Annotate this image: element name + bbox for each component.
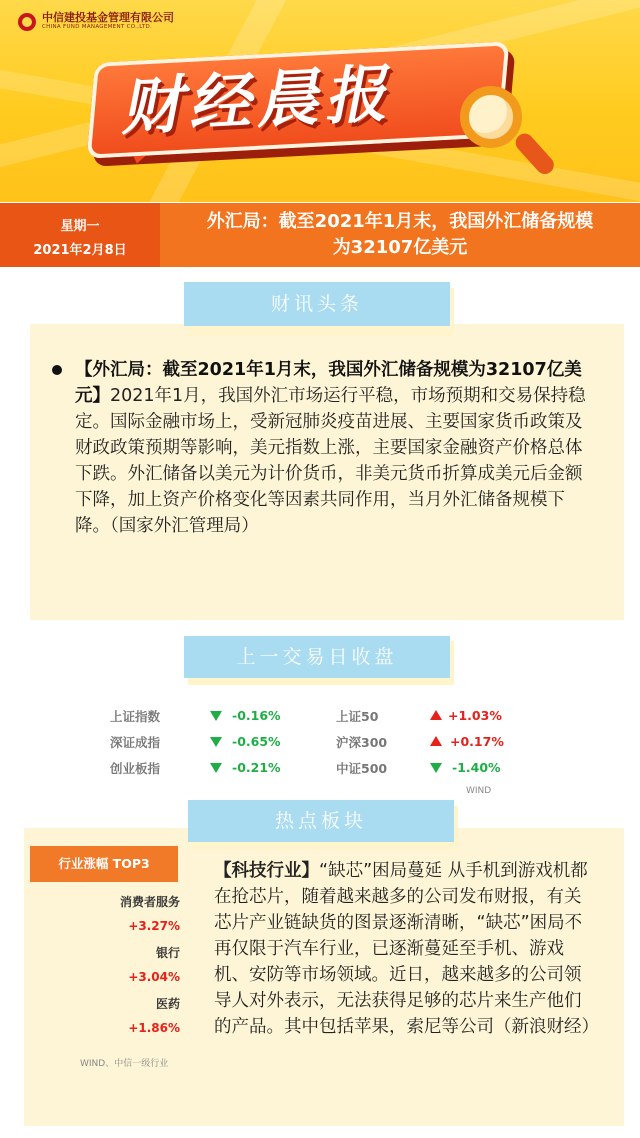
news-title: 【外汇局：截至2021年1月末，我国外汇储备规模为32107亿美元】 — [75, 360, 582, 406]
logo-icon — [18, 13, 36, 31]
headline-line-2: 为32107亿美元 — [332, 237, 468, 258]
index-name: 上证指数 — [110, 709, 161, 724]
bullet-icon — [52, 365, 62, 375]
section-market-label: 上一交易日收盘 — [184, 636, 450, 678]
sector-source: WIND、中信一级行业 — [80, 1059, 169, 1069]
down-triangle-icon — [430, 763, 442, 773]
up-triangle-icon — [430, 710, 442, 720]
section-news-label: 财讯头条 — [184, 282, 450, 326]
magnifier-icon — [448, 80, 548, 200]
index-name: 深证成指 — [110, 735, 161, 750]
sector-name: 医药 — [155, 997, 180, 1011]
brand-logo — [18, 12, 174, 31]
hot-article — [214, 858, 598, 1040]
hot-article-body: “缺芯”困局蔓延 从手机到游戏机都在抢芯片，随着越来越多的公司发布财报，有关芯片产业链缺货的图景逐渐清晰，“缺芯”困局不再仅限于汽车行业，已逐渐蔓延至手机、游戏机、安防等市场领域。近日，越来越多的公司领导人对外表示，无法获得足够的芯片来生产他们的产品。其中包括苹果，索尼等公司（新浪财经） — [214, 861, 599, 1037]
index-name: 上证50 — [336, 709, 379, 724]
date-text: 2021年2月8日 — [33, 243, 127, 258]
brand-name-en: CHINA FUND MANAGEMENT CO.,LTD. — [42, 24, 153, 30]
index-change: -1.40% — [452, 760, 501, 775]
index-change: -0.16% — [232, 708, 281, 723]
sector-change: +3.04% — [128, 970, 180, 984]
index-change: +0.17% — [450, 734, 504, 749]
index-name: 中证500 — [336, 761, 388, 776]
banner-title: 财经晨报 — [118, 56, 394, 144]
brand-name-cn: 中信建投基金管理有限公司 — [42, 11, 174, 24]
section-hot-label: 热点板块 — [188, 800, 454, 842]
sector-change: +3.27% — [128, 919, 180, 933]
hot-article-tag: 【科技行业】 — [214, 861, 319, 881]
market-table — [0, 705, 640, 796]
sector-name: 消费者服务 — [119, 895, 180, 909]
weekday: 星期一 — [60, 219, 100, 234]
index-name: 沪深300 — [336, 735, 388, 750]
down-triangle-icon — [210, 711, 222, 721]
headline — [160, 209, 640, 261]
news-body: 2021年1月，我国外汇市场运行平稳，市场预期和交易保持稳定。国际金融市场上，受新冠肺炎疫苗进展、主要国家货币政策及财政政策预期等影响，美元指数上涨，主要国家金融资产价格总体下跌。外汇储备以美元为计价货币，非美元货币折算成美元后金额下降，加上资产价格变化等因素共同作用，当月外汇储备规模下降。（国家外汇管理局） — [75, 386, 586, 536]
index-change: -0.65% — [232, 734, 281, 749]
sector-name: 银行 — [155, 946, 180, 960]
index-change: -0.21% — [232, 760, 281, 775]
down-triangle-icon — [210, 763, 222, 773]
top3-header: 行业涨幅 TOP3 — [30, 846, 178, 882]
index-name: 创业板指 — [110, 761, 161, 776]
up-triangle-icon — [430, 736, 442, 746]
down-triangle-icon — [210, 737, 222, 747]
headline-line-1: 外汇局：截至2021年1月末，我国外汇储备规模 — [206, 211, 594, 232]
market-source: WIND — [466, 786, 492, 796]
news-article — [75, 357, 595, 539]
date-panel — [0, 203, 160, 267]
sector-change: +1.86% — [128, 1021, 180, 1035]
index-change: +1.03% — [448, 708, 502, 723]
